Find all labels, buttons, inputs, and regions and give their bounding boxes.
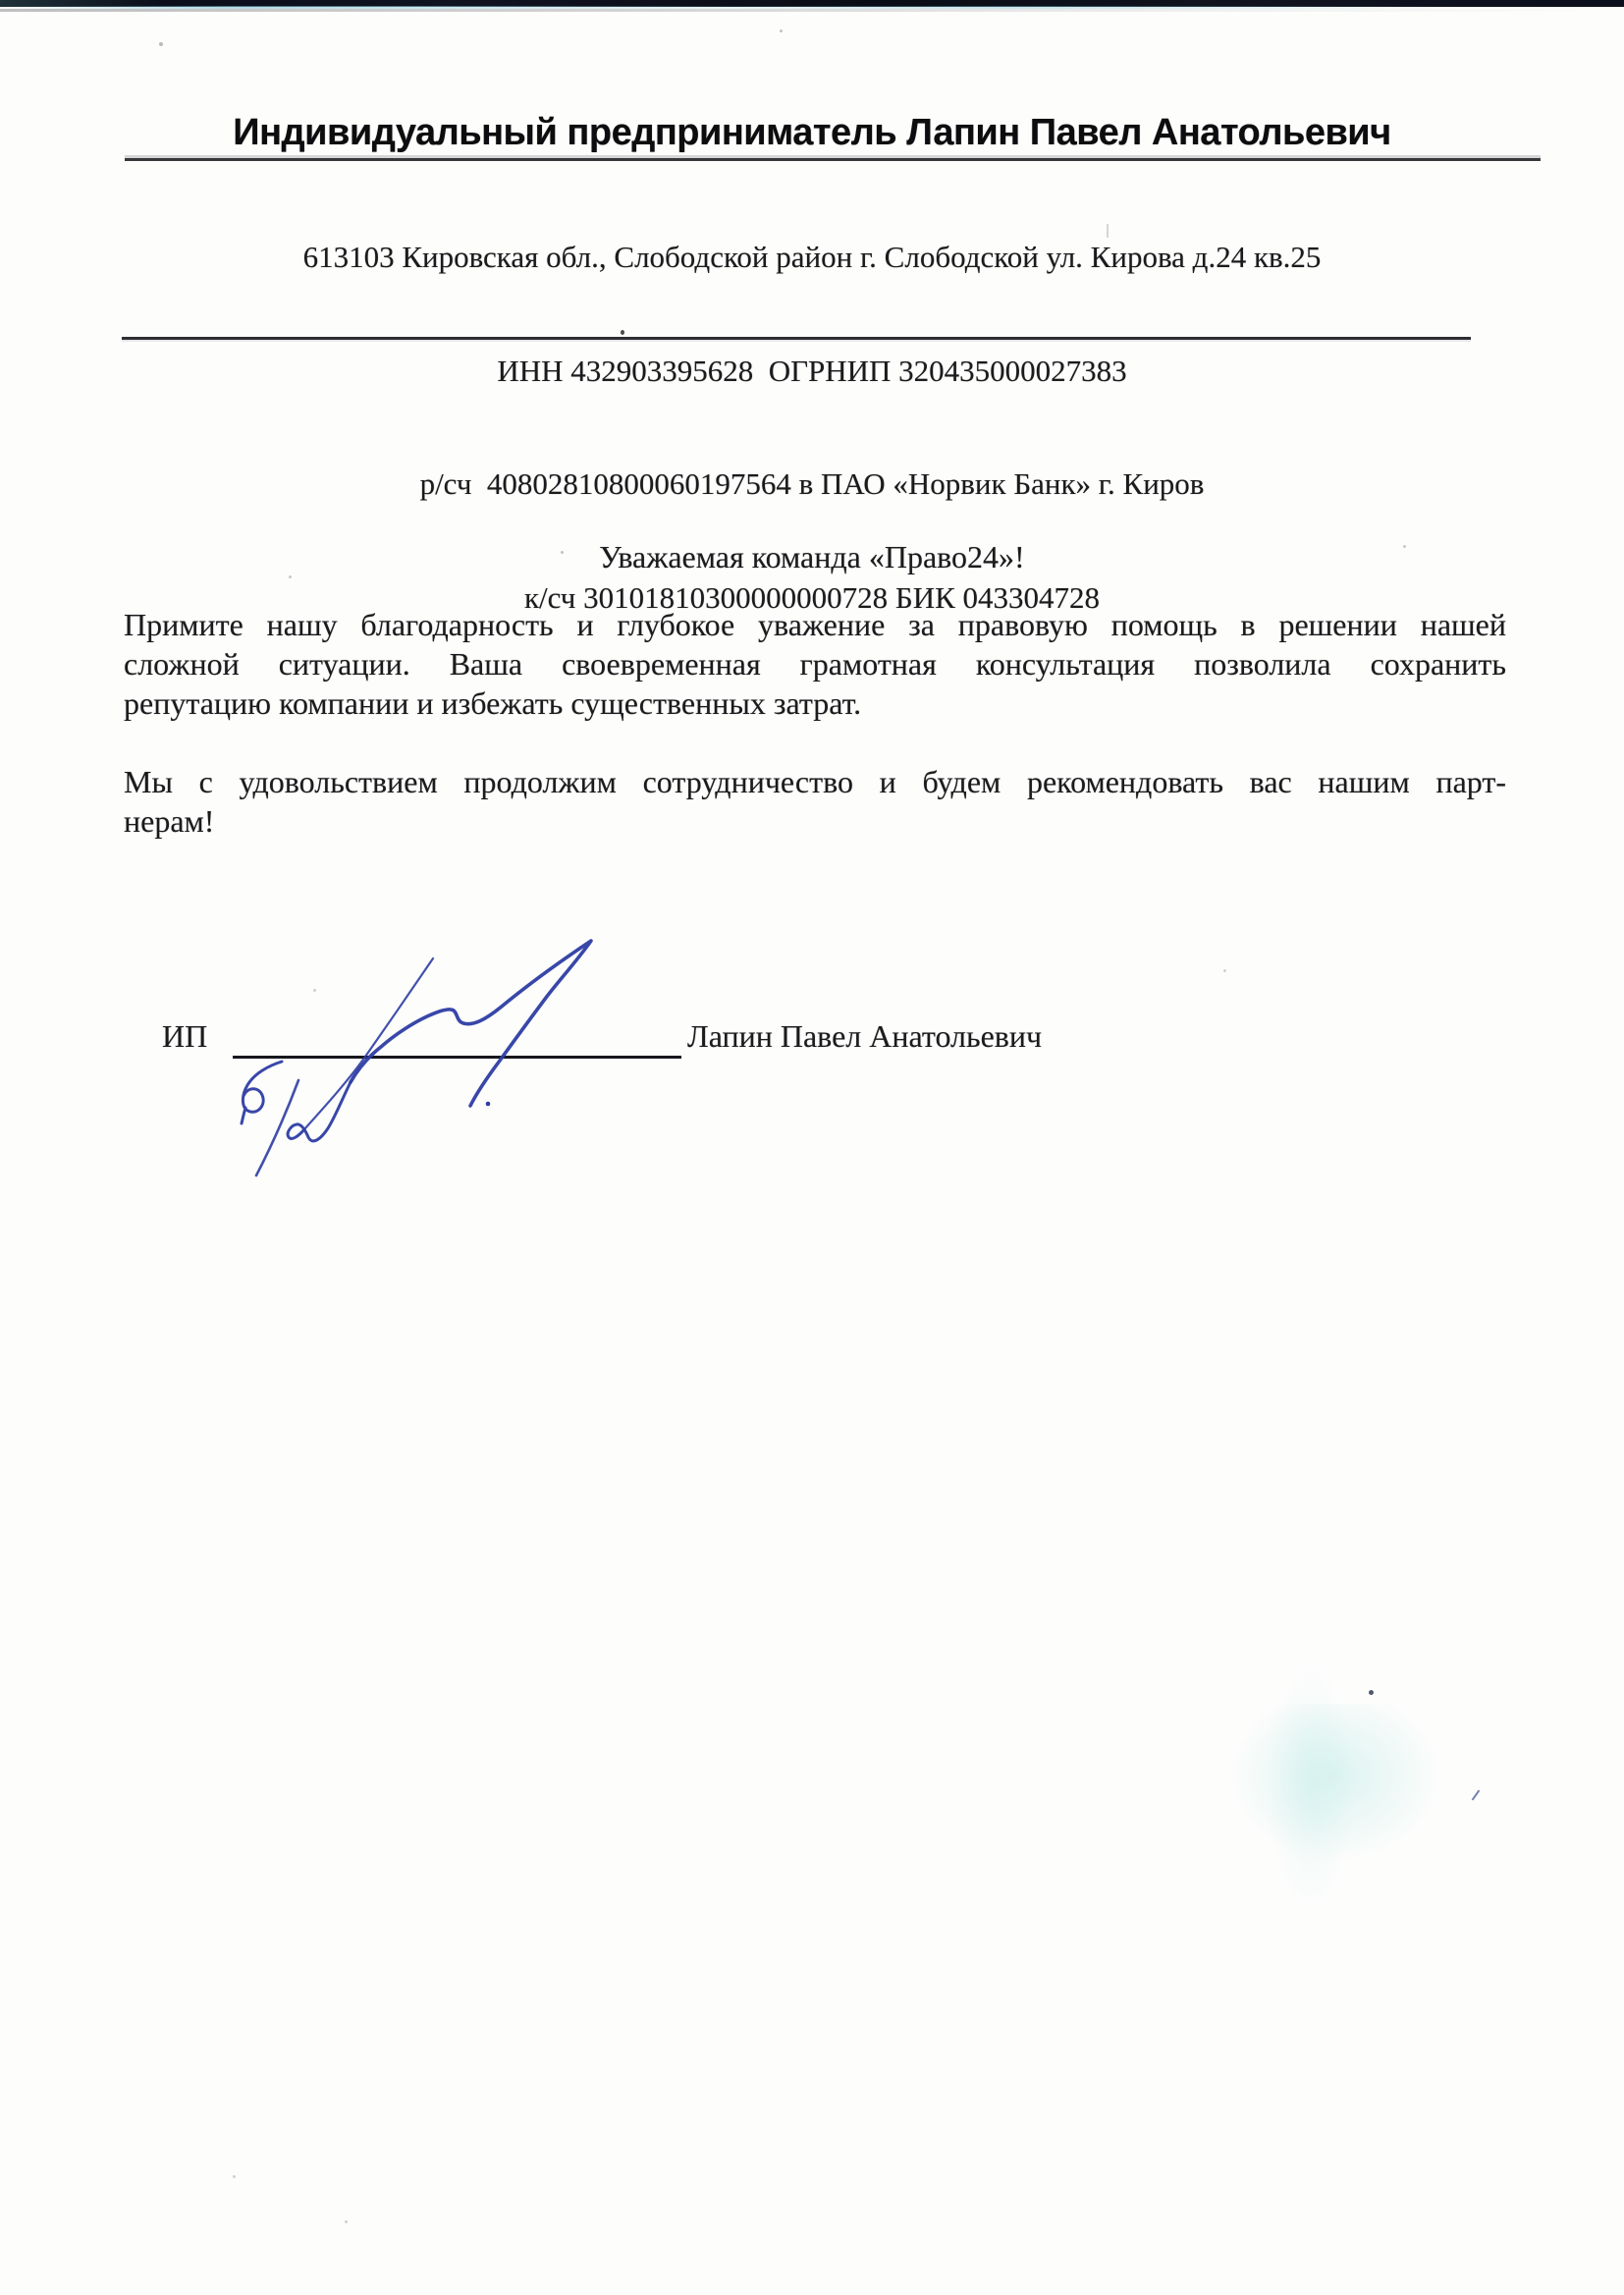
letterhead-rule-top — [125, 158, 1541, 161]
scan-speck — [313, 989, 316, 992]
scan-speck — [233, 2175, 236, 2178]
signature-stroke — [242, 1062, 282, 1123]
signature-ink-dot — [486, 1102, 491, 1107]
letterhead-address-line: 613103 Кировская обл., Слободской район г. Слободской ул. Кирова д.24 кв.25 — [302, 240, 1322, 274]
scan-speck — [780, 29, 783, 32]
letterhead-corr-account-line: к/сч 30101810300000000728 БИК 043304728 — [523, 579, 1101, 615]
letterhead-settlement-account-line: р/сч 40802810800060197564 в ПАО «Норвик Банк» г. Киров — [419, 466, 1205, 501]
scan-scratch — [1107, 224, 1109, 238]
scan-top-edge-shadow — [0, 9, 1624, 12]
scan-speck — [1369, 1690, 1374, 1695]
signatory-name: Лапин Павел Анатольевич — [687, 1018, 1043, 1054]
handwritten-signature-ink — [196, 913, 668, 1208]
scan-speck — [1223, 969, 1226, 972]
scan-speck — [1403, 545, 1406, 548]
paragraph-line: сложной ситуации. Ваша своевременная грамотная консультация позволила сохранить — [124, 646, 1506, 682]
paragraph-line: Примите нашу благодарность и глубокое уважение за правовую помощь в решении нашей — [124, 607, 1506, 642]
paragraph-line: нерам! — [124, 803, 215, 839]
scan-speck — [289, 575, 292, 578]
scan-speck — [159, 42, 163, 46]
scan-speck — [345, 2220, 348, 2223]
signature-prefix-label: ИП — [162, 1018, 208, 1054]
letterhead-rule-bottom — [122, 337, 1471, 340]
scan-ink-fleck — [1472, 1790, 1481, 1801]
scan-speck — [621, 330, 624, 335]
letter-salutation: Уважаемая команда «Право24»! — [599, 539, 1025, 574]
signature-stroke — [351, 941, 591, 1106]
letterhead-inn-ogrnip-line: ИНН 432903395628 ОГРНИП 320435000027383 — [497, 353, 1127, 388]
paragraph-line: репутацию компании и избежать существенных затрат. — [124, 685, 862, 721]
signature-stroke — [304, 958, 433, 1129]
letterhead-title: Индивидуальный предприниматель Лапин Павел Анатольевич — [233, 112, 1391, 153]
scan-cyan-smudge — [1267, 1660, 1355, 1915]
scan-speck — [561, 551, 564, 554]
paragraph-line: Мы с удовольствием продолжим сотрудничество и будем рекомендовать вас нашим парт- — [124, 764, 1506, 799]
letter-paragraph-cooperation — [124, 762, 1506, 841]
letter-paragraph-gratitude — [124, 605, 1506, 723]
